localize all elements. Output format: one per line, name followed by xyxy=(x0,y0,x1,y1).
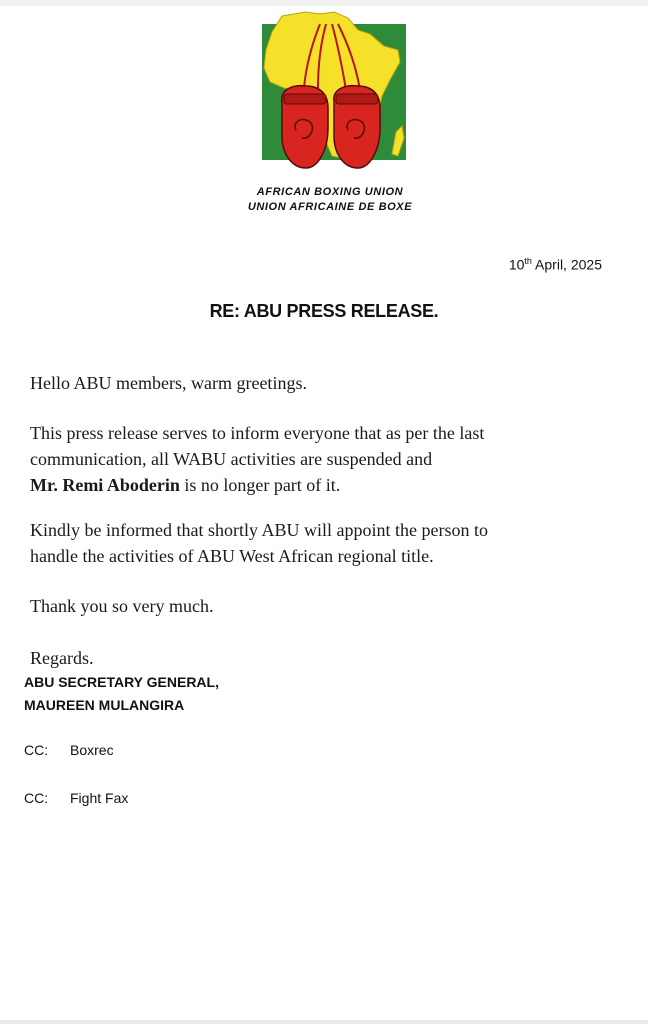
person-name: Mr. Remi Aboderin xyxy=(30,475,180,495)
date-suffix: th xyxy=(524,256,532,266)
suspension-line-3-rest: is no longer part of it. xyxy=(179,475,341,495)
african-boxing-union-logo-icon xyxy=(262,10,410,170)
regards-line: Regards. xyxy=(30,648,94,668)
thanks-paragraph: Thank you so very much. xyxy=(30,596,214,616)
document-title: RE: ABU PRESS RELEASE. xyxy=(209,301,439,321)
cc-label: CC: xyxy=(24,742,49,758)
suspension-line-3 xyxy=(30,472,610,498)
suspension-line-2: communication, all WABU activities are suspended and xyxy=(30,449,433,469)
cc-line-boxrec xyxy=(24,742,114,758)
cc-value: Boxrec xyxy=(70,742,114,758)
suspension-paragraph xyxy=(30,420,610,498)
org-name-english: AFRICAN BOXING UNION xyxy=(256,186,404,198)
bottom-edge xyxy=(0,1020,648,1024)
signatory-role: ABU SECRETARY GENERAL, xyxy=(24,674,219,690)
appointment-line-1: Kindly be informed that shortly ABU will appoint the person to xyxy=(30,520,488,540)
signatory-name: MAUREEN MULANGIRA xyxy=(24,697,185,713)
cc-label: CC: xyxy=(24,790,49,806)
org-name-french: UNION AFRICAINE DE BOXE xyxy=(247,201,413,213)
cc-line-fightfax xyxy=(24,790,128,806)
letter-date xyxy=(509,256,602,273)
cc-value: Fight Fax xyxy=(70,790,129,806)
top-edge xyxy=(0,0,648,6)
appointment-paragraph xyxy=(30,517,610,569)
greeting-paragraph: Hello ABU members, warm greetings. xyxy=(30,373,307,393)
date-day: 10 xyxy=(508,256,525,273)
suspension-line-1: This press release serves to inform everyone that as per the last xyxy=(30,423,485,443)
date-rest: April, 2025 xyxy=(531,256,602,273)
appointment-line-2: handle the activities of ABU West African regional title. xyxy=(30,546,434,566)
